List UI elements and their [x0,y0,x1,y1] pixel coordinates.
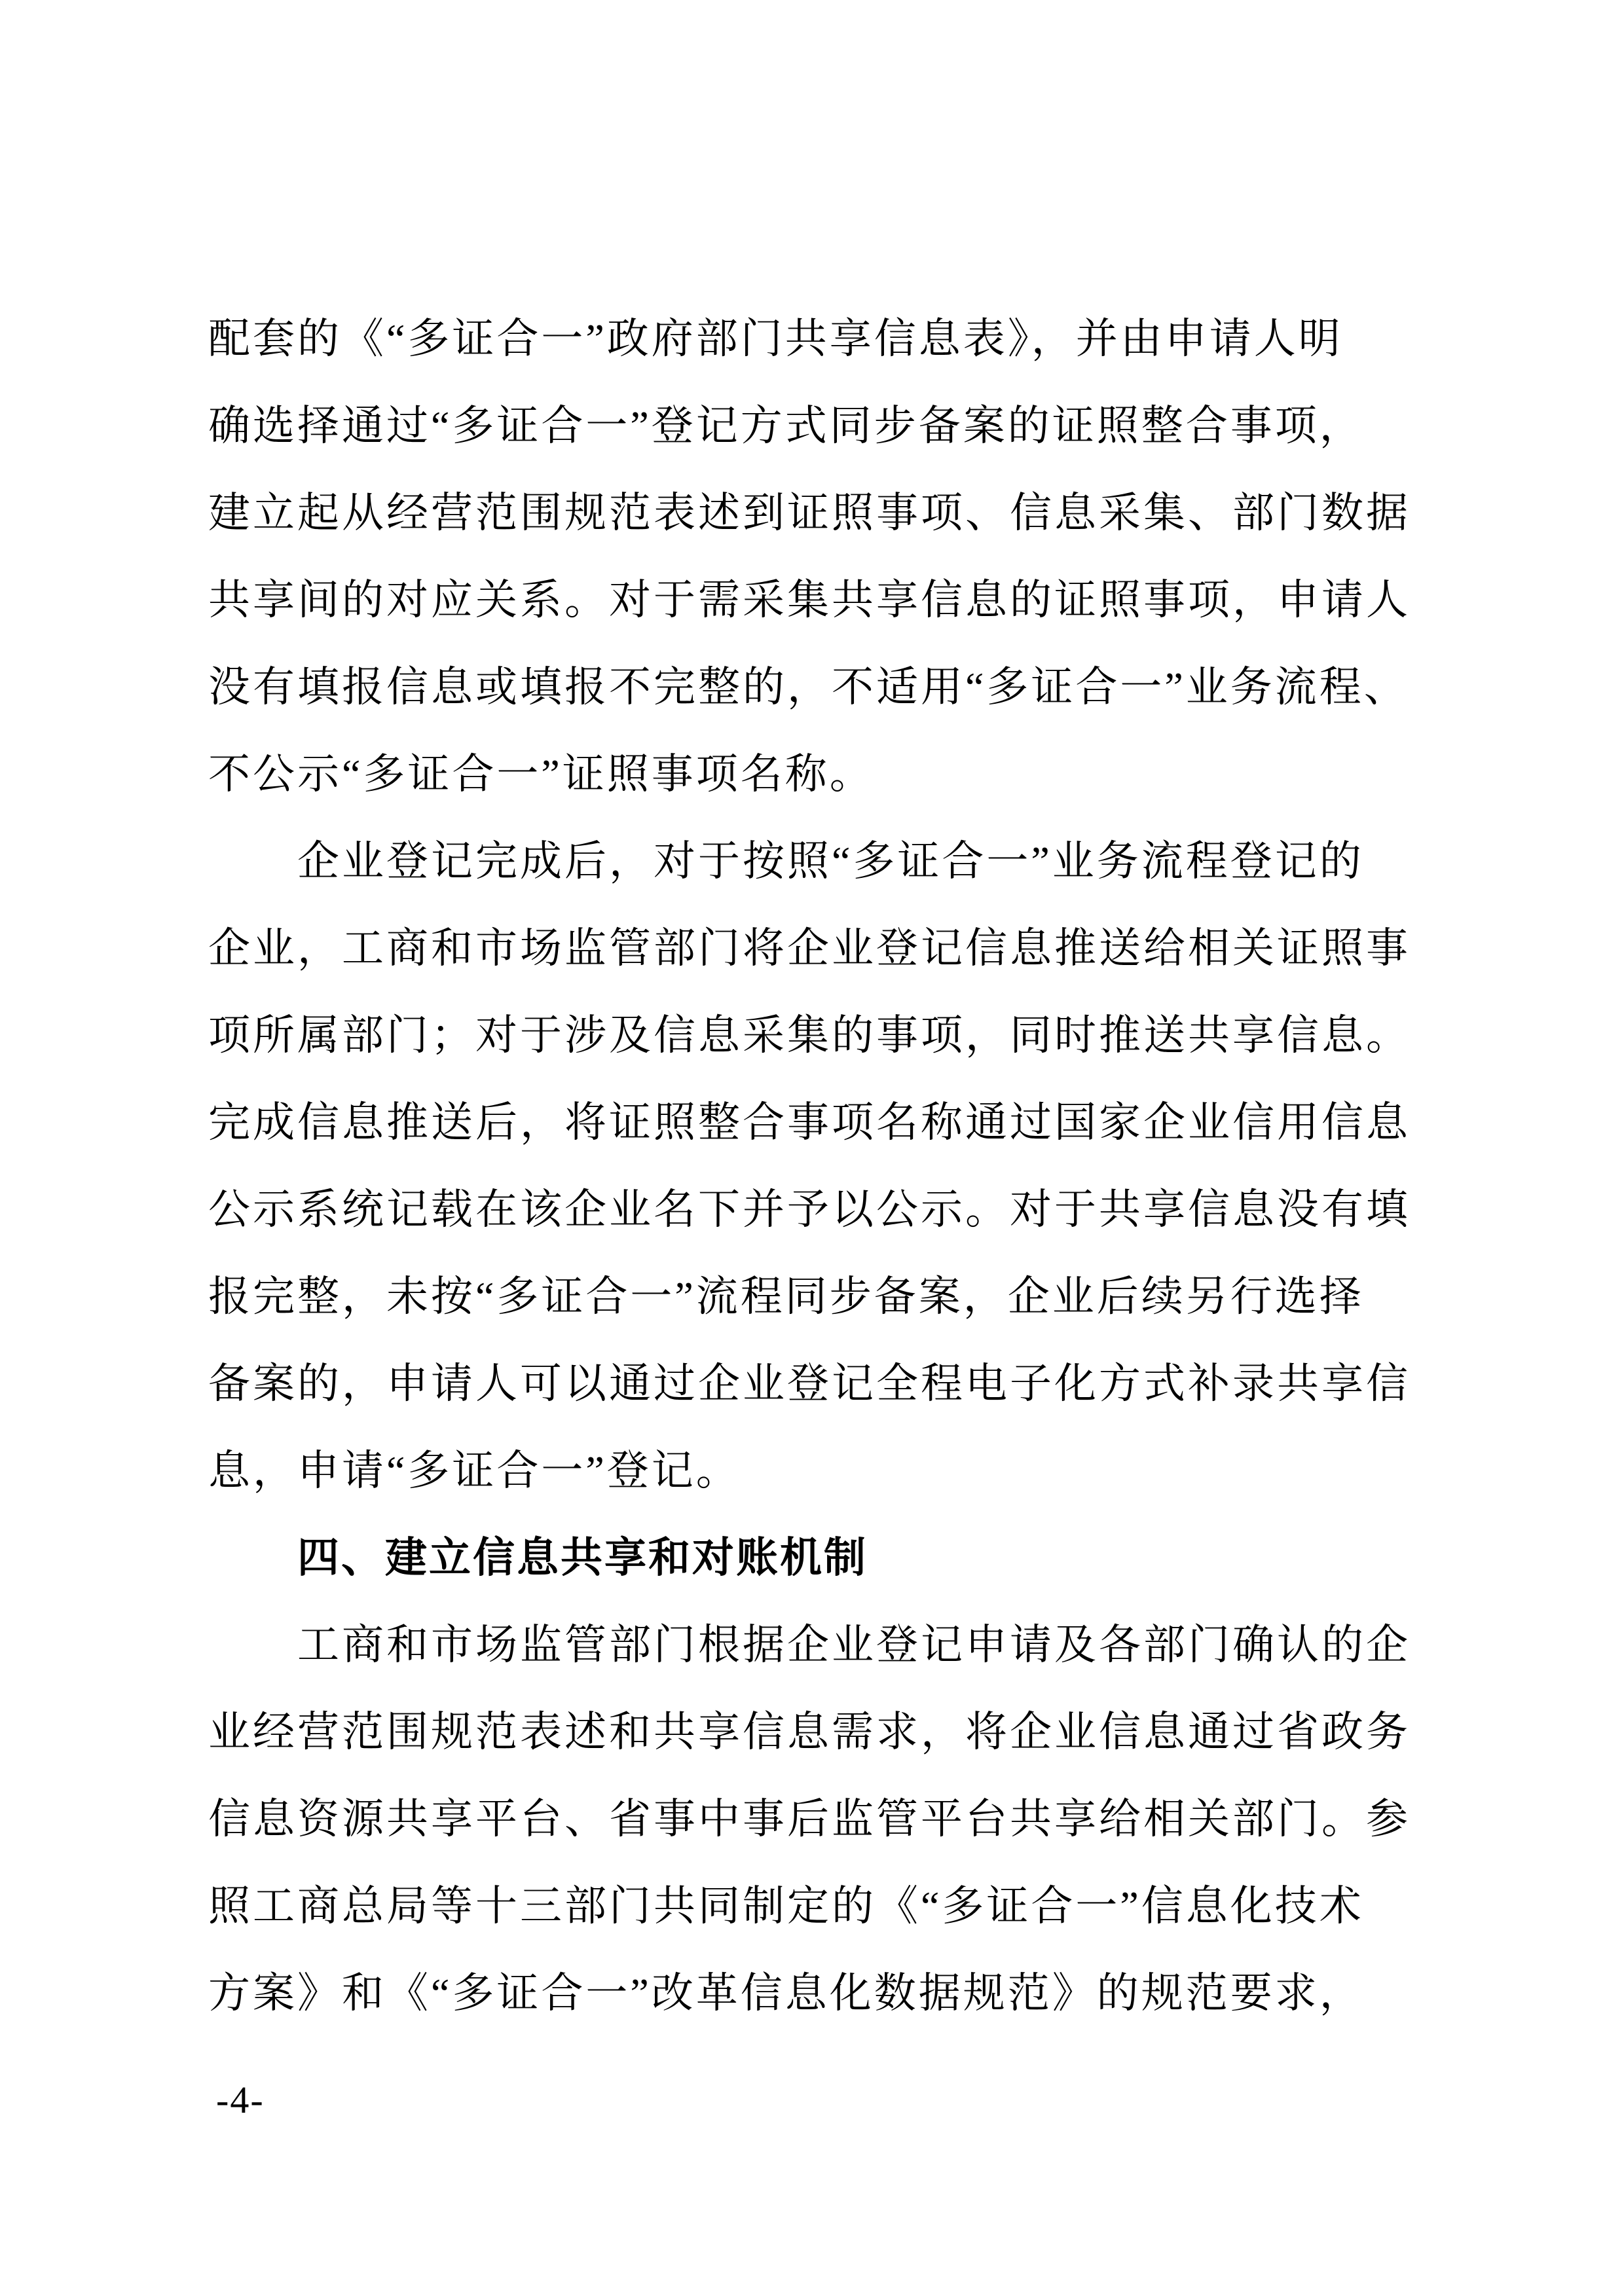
body-line: 业经营范围规范表述和共享信息需求，将企业信息通过省政务 [208,1709,1411,1755]
body-line: 确选择通过“多证合一”登记方式同步备案的证照整合事项， [208,403,1364,449]
body-text-block [208,295,1418,2037]
body-line-paragraph-start: 工商和市场监管部门根据企业登记申请及各部门确认的企 [297,1622,1411,1668]
body-line: 公示系统记载在该企业名下并予以公示。对于共享信息没有填 [208,1186,1411,1233]
body-line: 共享间的对应关系。对于需采集共享信息的证照事项，申请人 [208,577,1411,623]
body-line: 报完整，未按“多证合一”流程同步备案，企业后续另行选择 [208,1273,1364,1320]
body-line: 方案》和《“多证合一”改革信息化数据规范》的规范要求， [208,1970,1364,2016]
body-line: 照工商总局等十三部门共同制定的《“多证合一”信息化技术 [208,1883,1364,1929]
body-line: 建立起从经营范围规范表述到证照事项、信息采集、部门数据 [208,490,1411,536]
body-line: 信息资源共享平台、省事中事后监管平台共享给相关部门。参 [208,1796,1411,1842]
body-line: 配套的《“多证合一”政府部门共享信息表》，并由申请人明 [208,316,1343,362]
page-number: -4- [216,2079,265,2121]
body-line: 企业，工商和市场监管部门将企业登记信息推送给相关证照事 [208,925,1411,972]
body-line: 不公示“多证合一”证照事项名称。 [208,751,874,797]
body-line: 完成信息推送后，将证照整合事项名称通过国家企业信用信息 [208,1099,1411,1146]
section-heading: 四、建立信息共享和对账机制 [297,1534,868,1581]
body-line: 备案的，申请人可以通过企业登记全程电子化方式补录共享信 [208,1360,1411,1407]
body-line-paragraph-start: 企业登记完成后，对于按照“多证合一”业务流程登记的 [297,838,1364,884]
body-line: 项所属部门；对于涉及信息采集的事项，同时推送共享信息。 [208,1012,1411,1059]
body-line: 息，申请“多证合一”登记。 [208,1448,741,1494]
body-line: 没有填报信息或填报不完整的，不适用“多证合一”业务流程、 [208,664,1409,710]
